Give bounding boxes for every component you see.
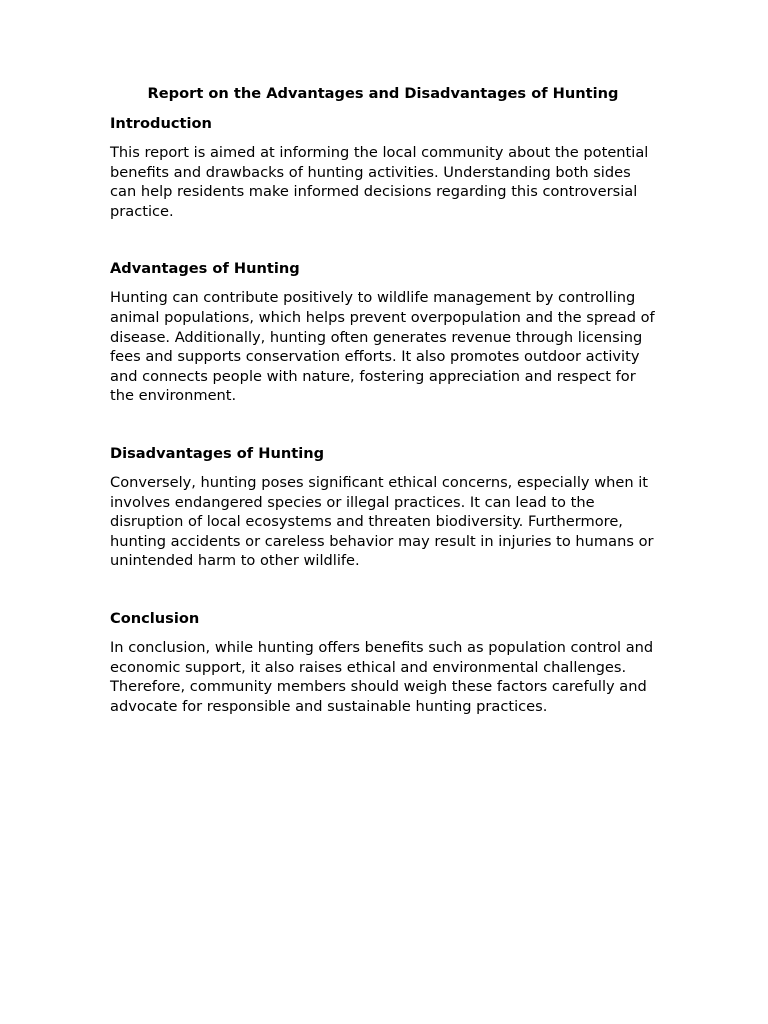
section-advantages: [110, 259, 660, 406]
section-heading: Conclusion: [110, 609, 200, 627]
section-heading: Disadvantages of Hunting: [110, 444, 325, 462]
section-body: Hunting can contribute positively to wildlife management by controlling animal populations, which helps prevent overpopulation and the spread of disease. Additionally, hunting often generates revenue through licensing fees and supports conservation efforts. It also promotes outdoor activity and connects people with nature, fostering appreciation and respect for the environment.: [110, 289, 655, 405]
section-disadvantages: [110, 444, 660, 571]
section-conclusion: [110, 609, 660, 716]
section-body: Conversely, hunting poses significant ethical concerns, especially when it involves endangered species or illegal practices. It can lead to the disruption of local ecosystems and threaten biodiversity. Furthermore, hunting accidents or careless behavior may result in injuries to humans or unintended harm to other wildlife.: [110, 473, 654, 570]
section-body: In conclusion, while hunting offers benefits such as population control and economic support, it also raises ethical and environmental challenges. Therefore, community members should weigh these factors carefully and advocate for responsible and sustainable hunting practices.: [110, 638, 654, 715]
section-heading: Introduction: [110, 115, 212, 132]
section-introduction: [110, 114, 660, 221]
section-heading: Advantages of Hunting: [110, 260, 300, 278]
document-page: [110, 84, 660, 754]
document-title: Report on the Advantages and Disadvantages of Hunting: [147, 85, 619, 102]
section-body: This report is aimed at informing the local community about the potential benefits and drawbacks of hunting activities. Understanding both sides can help residents make informed decisions regarding this controversial practice.: [110, 144, 649, 220]
